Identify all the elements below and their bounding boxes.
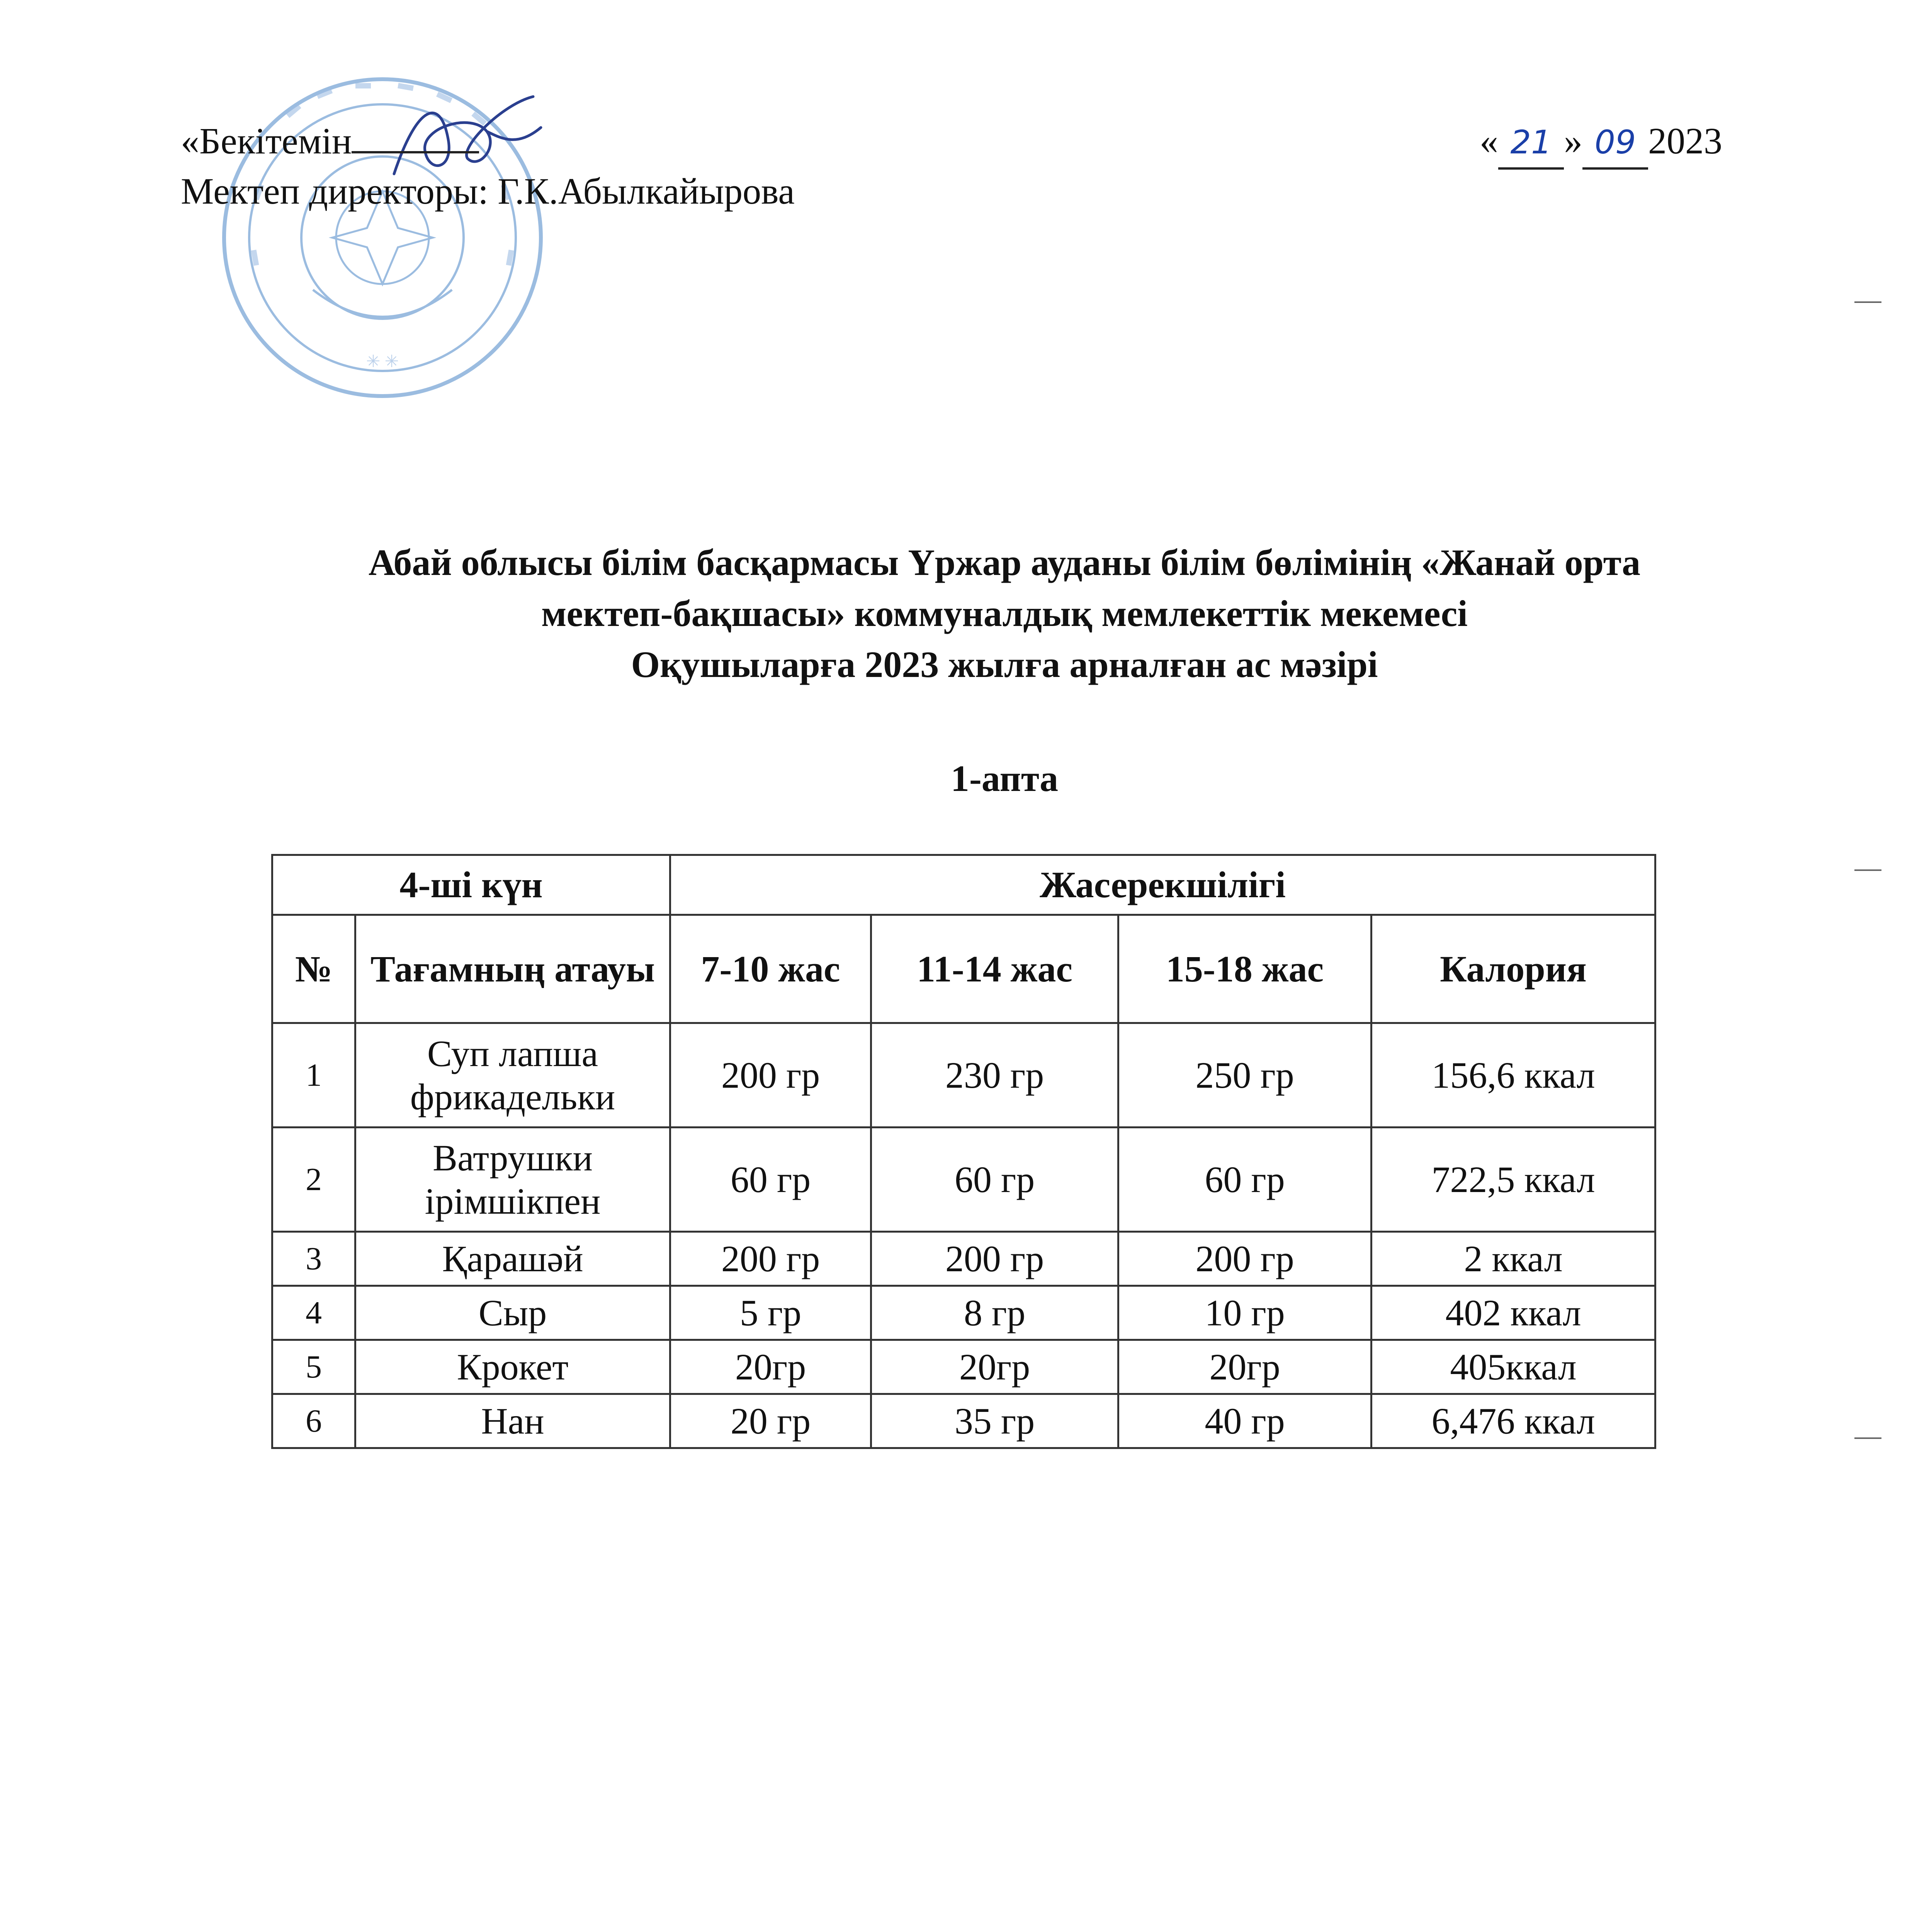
menu-table — [271, 854, 1656, 1449]
title-line-2: мектеп-бақшасы» коммуналдық мемлекеттік мекемесі — [541, 593, 1468, 634]
cell-dish: Нан — [355, 1394, 670, 1448]
title-line-3: Оқушыларға 2023 жылға арналған ас мәзірі — [631, 644, 1378, 685]
scan-mark — [1854, 1437, 1881, 1439]
cell-age-11-14: 20гр — [871, 1340, 1118, 1394]
table-row — [272, 1128, 1655, 1232]
cell-calorie: 405ккал — [1371, 1340, 1655, 1394]
col-age-15-18-header: 15-18 жас — [1118, 915, 1371, 1023]
cell-dish: Крокет — [355, 1340, 670, 1394]
cell-age-15-18: 250 гр — [1118, 1023, 1371, 1128]
col-dish-header: Тағамның атауы — [355, 915, 670, 1023]
table-header-row-top — [272, 855, 1655, 915]
day-label: 4-ші күн — [272, 855, 670, 915]
col-calorie-header: Калория — [1371, 915, 1655, 1023]
cell-calorie: 156,6 ккал — [1371, 1023, 1655, 1128]
approval-block — [181, 116, 795, 216]
title-line-1: Абай облысы білім басқармасы Үржар ауданы білім бөлімінің «Жанай орта — [368, 542, 1641, 583]
col-age-7-10-header: 7-10 жас — [670, 915, 871, 1023]
table-row — [272, 1232, 1655, 1286]
cell-age-15-18: 10 гр — [1118, 1286, 1371, 1340]
approval-date — [1480, 116, 1722, 170]
cell-age-7-10: 200 гр — [670, 1232, 871, 1286]
cell-number: 2 — [272, 1128, 355, 1232]
scan-mark — [1854, 869, 1881, 871]
cell-age-11-14: 60 гр — [871, 1128, 1118, 1232]
cell-number: 1 — [272, 1023, 355, 1128]
date-year: 2023 — [1648, 120, 1722, 162]
cell-dish: Қарашәй — [355, 1232, 670, 1286]
cell-age-11-14: 35 гр — [871, 1394, 1118, 1448]
cell-calorie: 722,5 ккал — [1371, 1128, 1655, 1232]
table-row — [272, 1023, 1655, 1128]
col-age-11-14-header: 11-14 жас — [871, 915, 1118, 1023]
cell-number: 4 — [272, 1286, 355, 1340]
date-close-quote: » — [1564, 120, 1582, 162]
cell-dish: Сыр — [355, 1286, 670, 1340]
approve-prefix: «Бекітемін — [181, 120, 352, 162]
cell-age-7-10: 60 гр — [670, 1128, 871, 1232]
cell-dish: Суп лапша фрикадельки — [355, 1023, 670, 1128]
cell-number: 3 — [272, 1232, 355, 1286]
date-open-quote: « — [1480, 120, 1498, 162]
cell-age-7-10: 20гр — [670, 1340, 871, 1394]
cell-calorie: 2 ккал — [1371, 1232, 1655, 1286]
cell-age-7-10: 20 гр — [670, 1394, 871, 1448]
table-row — [272, 1394, 1655, 1448]
col-number-header: № — [272, 915, 355, 1023]
cell-dish: Ватрушки ірімшікпен — [355, 1128, 670, 1232]
cell-age-7-10: 5 гр — [670, 1286, 871, 1340]
svg-text:✳ ✳: ✳ ✳ — [366, 352, 399, 371]
week-label: 1-апта — [950, 758, 1059, 799]
cell-number: 6 — [272, 1394, 355, 1448]
cell-number: 5 — [272, 1340, 355, 1394]
cell-age-11-14: 230 гр — [871, 1023, 1118, 1128]
signature-blank — [352, 116, 479, 153]
director-line: Мектеп директоры: Г.К.Абылкайырова — [181, 170, 795, 212]
table-header-row — [272, 915, 1655, 1023]
document-title — [232, 537, 1777, 690]
cell-age-7-10: 200 гр — [670, 1023, 871, 1128]
cell-age-11-14: 200 гр — [871, 1232, 1118, 1286]
cell-age-15-18: 40 гр — [1118, 1394, 1371, 1448]
approve-line — [181, 116, 795, 166]
cell-calorie: 402 ккал — [1371, 1286, 1655, 1340]
date-month: 09 — [1582, 117, 1648, 170]
cell-age-15-18: 200 гр — [1118, 1232, 1371, 1286]
age-group-label: Жасерекшілігі — [670, 855, 1655, 915]
table-row — [272, 1340, 1655, 1394]
cell-age-11-14: 8 гр — [871, 1286, 1118, 1340]
date-day: 21 — [1498, 117, 1564, 170]
cell-age-15-18: 60 гр — [1118, 1128, 1371, 1232]
table-row — [272, 1286, 1655, 1340]
scan-mark — [1854, 301, 1881, 303]
cell-age-15-18: 20гр — [1118, 1340, 1371, 1394]
cell-calorie: 6,476 ккал — [1371, 1394, 1655, 1448]
